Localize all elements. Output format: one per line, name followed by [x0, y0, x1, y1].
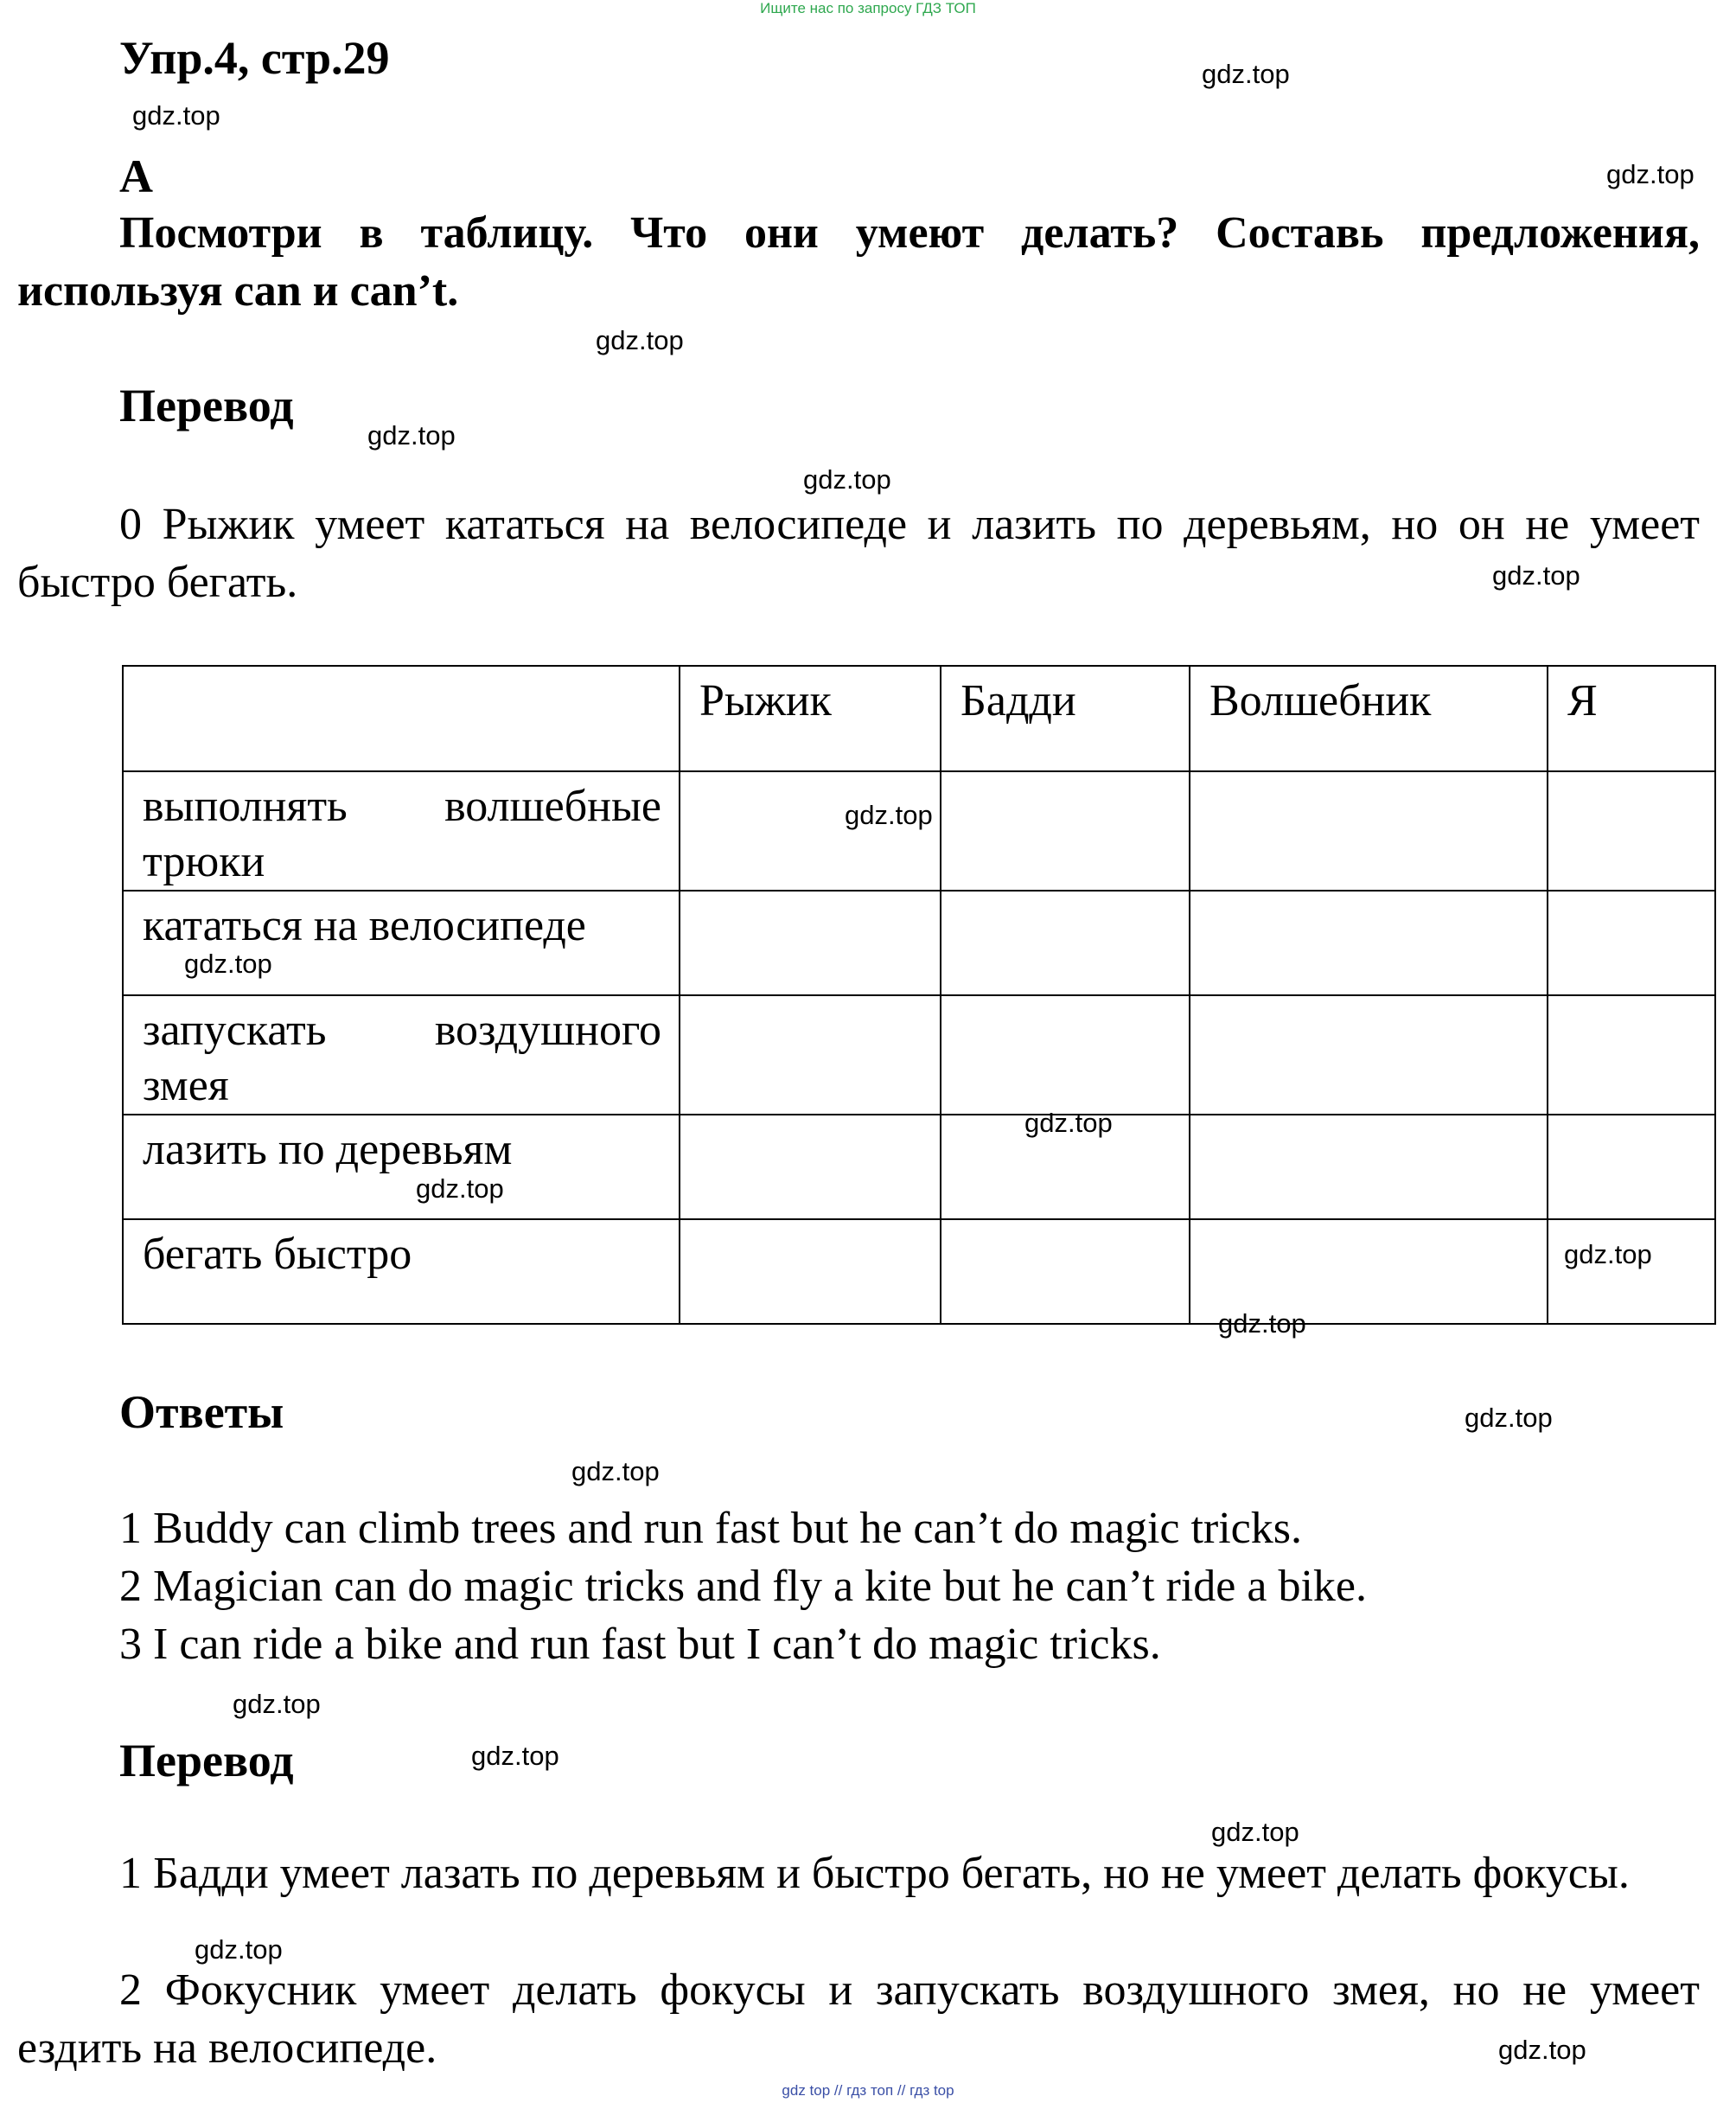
table-cell: [1190, 771, 1548, 891]
table-cell: [680, 1219, 941, 1324]
section-letter: A: [119, 150, 153, 202]
row-label: бегать быстро: [123, 1219, 680, 1324]
table-cell: [941, 771, 1190, 891]
table-cell: [1548, 1115, 1715, 1219]
header-cell-magician: Волшебник: [1190, 666, 1548, 771]
watermark: gdz.top: [1606, 159, 1695, 189]
watermark: gdz.top: [1211, 1817, 1299, 1847]
table-row: [123, 995, 1715, 1115]
watermark: gdz.top: [233, 1689, 321, 1719]
table-cell: [1548, 995, 1715, 1115]
translation-heading-1: Перевод: [119, 380, 294, 431]
table-cell: [941, 891, 1190, 995]
table-cell: [1190, 1115, 1548, 1219]
watermark: gdz.top: [1218, 1308, 1306, 1339]
answers-heading: Ответы: [119, 1386, 284, 1438]
watermark: gdz.top: [471, 1741, 559, 1771]
header-cell-ryzhik: Рыжик: [680, 666, 941, 771]
table-cell: [680, 891, 941, 995]
translation-line: 2 Фокусник умеет делать фокусы и запускать воздушного змея, но не умеет ездить на велосипеде.: [17, 1965, 1700, 2073]
watermark: gdz.top: [571, 1456, 660, 1486]
table-cell: [680, 1115, 941, 1219]
watermark: gdz.top: [195, 1934, 283, 1965]
watermark: gdz.top: [367, 420, 456, 451]
watermark: gdz.top: [845, 800, 933, 830]
watermark: gdz.top: [132, 100, 220, 131]
task-text: Посмотри в таблицу. Что они умеют делать? Составь предложения, используя can и can’t.: [17, 208, 1700, 316]
table-row: [123, 891, 1715, 995]
header-cell-empty: [123, 666, 680, 771]
table-cell: [1190, 891, 1548, 995]
table-row: [123, 1219, 1715, 1324]
row-label: кататься на велосипеде: [123, 891, 680, 995]
watermark: gdz.top: [803, 464, 891, 495]
header-cell-buddy: Бадди: [941, 666, 1190, 771]
watermark: gdz.top: [1564, 1239, 1652, 1269]
abilities-table: [122, 665, 1716, 1325]
watermark: gdz.top: [1498, 2035, 1586, 2065]
translation-line: 1 Бадди умеет лазать по деревьям и быстро бегать, но не умеет делать фокусы.: [119, 1849, 1630, 1898]
table-cell: [680, 995, 941, 1115]
table-cell: [941, 995, 1190, 1115]
table-cell: [1548, 891, 1715, 995]
answer-line: 1 Buddy can climb trees and run fast but he can’t do magic tricks.: [119, 1504, 1302, 1553]
top-banner: Ищите нас по запросу ГДЗ ТОП: [760, 0, 976, 16]
table-cell: [1548, 771, 1715, 891]
table-row: [123, 771, 1715, 891]
watermark: gdz.top: [1465, 1403, 1553, 1433]
table-cell: [680, 771, 941, 891]
watermark: gdz.top: [1492, 560, 1580, 591]
answer-line: 2 Magician can do magic tricks and fly a kite but he can’t ride a bike.: [119, 1562, 1367, 1611]
header-cell-me: Я: [1548, 666, 1715, 771]
watermark: gdz.top: [1202, 59, 1290, 89]
translation-heading-2: Перевод: [119, 1735, 294, 1786]
table-header-row: [123, 666, 1715, 771]
page-title: Упр.4, стр.29: [119, 32, 390, 84]
watermark: gdz.top: [1024, 1108, 1113, 1138]
row-label: лазить по деревьям: [123, 1115, 680, 1219]
table-cell: [1548, 1219, 1715, 1324]
bottom-banner: gdz top // гдз топ // гдз top: [782, 2082, 954, 2099]
example-sentence: 0 Рыжик умеет кататься на велосипеде и лазить по деревьям, но он не умеет быстро бегать.: [17, 500, 1700, 607]
table-cell: [941, 1219, 1190, 1324]
watermark: gdz.top: [596, 325, 684, 355]
watermark: gdz.top: [184, 949, 272, 979]
watermark: gdz.top: [416, 1173, 504, 1204]
answer-line: 3 I can ride a bike and run fast but I can’t do magic tricks.: [119, 1620, 1161, 1669]
row-label: выполнять волшебные трюки: [123, 771, 680, 891]
row-label: запускать воздушного змея: [123, 995, 680, 1115]
table-row: [123, 1115, 1715, 1219]
table-cell: [1190, 995, 1548, 1115]
